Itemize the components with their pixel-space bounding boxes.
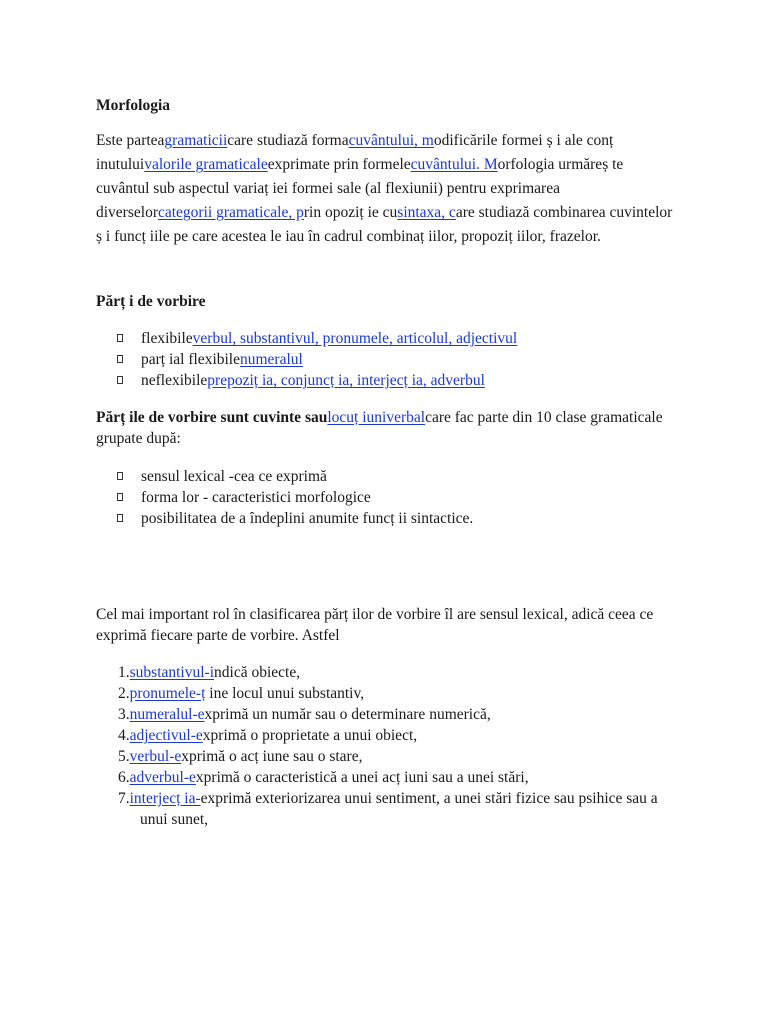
link-pronumele[interactable]: pronumele-ț xyxy=(129,685,206,702)
intro-text: odificările formei ș i ale conț inutului xyxy=(96,132,614,173)
list-item: 1.substantivul-indică obiecte, xyxy=(118,664,301,681)
list-item: sensul lexical -cea ce exprimă xyxy=(96,466,696,487)
bullet-box-icon xyxy=(117,355,123,363)
intro-text: orfologia urmăreș te cuvântul sub aspectul variaț iei formei sale (al flexiunii) pentru exprimarea diverselor xyxy=(96,156,624,221)
list-item: neflexibileprepoziț ia, conjuncț ia, interjecț ia, adverbul xyxy=(96,370,696,391)
intro-text: Este partea xyxy=(96,132,165,149)
link-substantivul[interactable]: substantivul-i xyxy=(129,664,215,681)
link-cuvantului[interactable]: cuvântului, m xyxy=(348,132,434,149)
link-neflexibile[interactable]: prepoziț ia, conjuncț ia, interjecț ia, adverbul xyxy=(207,372,485,389)
link-categorii-gramaticale[interactable]: categorii gramaticale, p xyxy=(157,204,304,221)
list-item: 6.adverbul-exprimă o caracteristică a unei acț iuni sau a unei stări, xyxy=(118,769,529,786)
bullet-box-icon xyxy=(117,376,123,384)
link-cuvantului-2[interactable]: cuvântului. M xyxy=(410,156,498,173)
classes-paragraph: Părț ile de vorbire sunt cuvinte saulocuț iuniverbalcare fac parte din 10 clase gramaticale grupate după: xyxy=(96,409,663,447)
link-flexibile[interactable]: verbul, substantivul, pronumele, articolul, adjectivul xyxy=(192,330,518,347)
bullet-box-icon xyxy=(117,334,123,342)
list-item: 7.interjecț ia-exprimă exteriorizarea unui sentiment, a unei stări fizice sau psihice sau a unui sunet, xyxy=(118,790,658,828)
link-verbul[interactable]: verbul-e xyxy=(129,748,182,765)
lexical-sense-paragraph: Cel mai important rol în clasificarea părț ilor de vorbire îl are sensul lexical, adică ceea ce exprimă fiecare parte de vorbire. Astfel xyxy=(96,606,654,644)
intro-text: exprimate prin formele xyxy=(267,156,411,173)
intro-text: are studiază combinarea cuvintelor ș i funcț iile pe care acestea le iau în cadrul combinaț iilor, propoziț iilor, frazelor. xyxy=(96,204,673,245)
bullet-box-icon xyxy=(117,493,123,501)
intro-text: rin opoziț ie cu xyxy=(303,204,398,221)
link-gramaticii[interactable]: gramaticii xyxy=(164,132,228,149)
link-locutiuni-verbale[interactable]: locuț iuniverbal xyxy=(327,409,426,426)
list-item: 2.pronumele-ț ine locul unui substantiv, xyxy=(118,685,365,702)
bullet-box-icon xyxy=(117,514,123,522)
link-numeralul-2[interactable]: numeralul-e xyxy=(129,706,205,723)
list-item: 5.verbul-exprimă o acț iune sau o stare, xyxy=(118,748,363,765)
list-item: 4.adjectivul-exprimă o proprietate a unui obiect, xyxy=(118,727,418,744)
list-item: parț ial flexibilenumeralul xyxy=(96,349,696,370)
intro-paragraph xyxy=(96,129,676,249)
list-item: forma lor - caracteristici morfologice xyxy=(96,487,696,508)
list-item: posibilitatea de a îndeplini anumite funcț ii sintactice. xyxy=(96,508,696,529)
link-interjectia[interactable]: interjecț ia- xyxy=(129,790,201,807)
intro-text: care studiază forma xyxy=(227,132,349,149)
grouping-criteria-list xyxy=(96,466,696,529)
link-valorile-gramaticale[interactable]: valorile gramaticale xyxy=(144,156,268,173)
link-sintaxa[interactable]: sintaxa, c xyxy=(397,204,456,221)
parts-of-speech-list xyxy=(96,328,696,391)
link-numeralul[interactable]: numeralul xyxy=(240,351,303,368)
numbered-parts-list xyxy=(118,662,658,830)
link-adverbul[interactable]: adverbul-e xyxy=(129,769,196,786)
bullet-box-icon xyxy=(117,472,123,480)
page-title: Morfologia xyxy=(96,97,171,114)
list-item: 3.numeralul-exprimă un număr sau o determinare numerică, xyxy=(118,706,491,723)
list-item: flexibileverbul, substantivul, pronumele, articolul, adjectivul xyxy=(96,328,696,349)
section-title-parti-de-vorbire: Părț i de vorbire xyxy=(96,293,206,310)
link-adjectivul[interactable]: adjectivul-e xyxy=(129,727,203,744)
